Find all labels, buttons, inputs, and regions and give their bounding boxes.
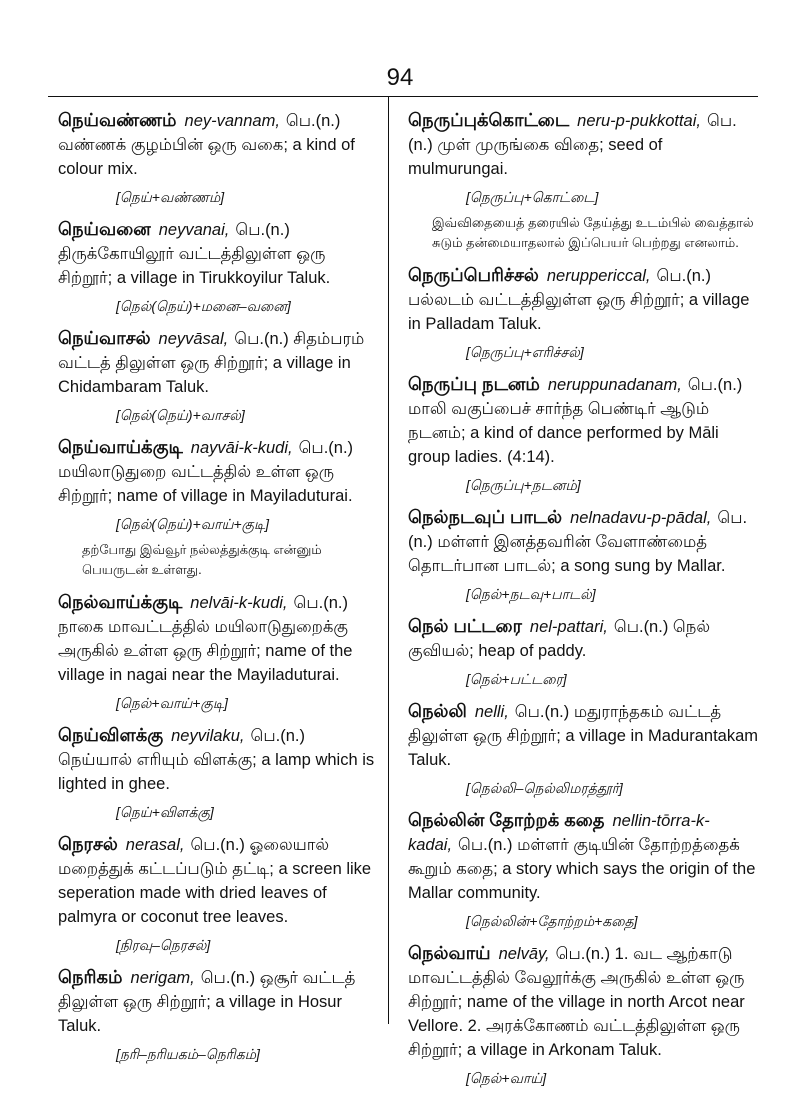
etymology: [நெருப்பு+கொட்டை] [466, 189, 599, 205]
dictionary-entry [408, 941, 758, 1088]
etymology: [நெய்+விளக்கு] [116, 804, 214, 820]
dictionary-entry [408, 614, 758, 689]
dictionary-entry [408, 699, 758, 798]
definition: பெ.(n.) ஒசூர் வட்டத் திலுள்ள ஒரு சிற்றூர்; a village in Hosur Taluk. [58, 969, 356, 1035]
headword: நெல்லி [408, 701, 467, 721]
headword: நெரசல் [58, 834, 118, 854]
headword: நெல்நடவுப் பாடல் [408, 507, 563, 527]
transliteration: nelnadavu-p-pādal, [570, 509, 712, 527]
headword: நெய்வனை [58, 219, 151, 239]
definition: பெ.(n.) முள் முருங்கை விதை; seed of mulmurungai. [408, 112, 737, 178]
definition: பெ.(n.) மள்ளர் இனத்தவரின் வேளாண்மைத் தொடர்பான பாடல்; a song sung by Mallar. [408, 509, 748, 575]
transliteration: neyvanai, [158, 221, 230, 239]
definition: பெ.(n.) மள்ளர் குடியின் தோற்றத்தைக் கூறும் கதை; a story which says the origin of the Mallar community. [408, 836, 756, 902]
transliteration: nerigam, [130, 969, 195, 987]
etymology: [நெல்+பட்டரை] [466, 671, 567, 687]
entry-main [408, 699, 758, 772]
dictionary-entry [58, 217, 380, 316]
dictionary-entry [58, 326, 380, 425]
headword: நெல்லின் தோற்றக் கதை [408, 810, 605, 830]
etymology: [நெல்+வாய்+குடி] [116, 695, 228, 711]
dictionary-entry [408, 263, 758, 362]
entry-main [58, 108, 380, 181]
dictionary-entry [58, 435, 380, 580]
entry-main [58, 217, 380, 290]
headword: நெல் பட்டரை [408, 616, 522, 636]
entry-main [408, 614, 758, 663]
entry-main [408, 808, 758, 905]
headword: நெல்வாய் [408, 943, 491, 963]
entry-main [58, 435, 380, 508]
transliteration: neruppunadanam, [547, 376, 682, 394]
transliteration: nel-pattari, [529, 618, 608, 636]
etymology: [நிரவு–நெரசல்] [116, 937, 211, 953]
transliteration: nelvāi-k-kudi, [190, 594, 288, 612]
definition: பெ.(n.) 1. வட ஆற்காடு மாவட்டத்தில் வேலூர்க்கு அருகில் உள்ள ஒரு சிற்றூர்; name of the village in north Arcot near Vellore. 2. அரக்கோணம் வட்டத்திலுள்ள ஒரு சிற்றூர்; a village in Arkonam Taluk. [408, 945, 745, 1059]
definition: பெ.(n.) சிதம்பரம் வட்டத் திலுள்ள ஒரு சிற்றூர்; a village in Chidambaram Taluk. [58, 330, 365, 396]
transliteration: nayvāi-k-kudi, [190, 439, 293, 457]
definition: பெ.(n.) நெல் குவியல்; heap of paddy. [408, 618, 711, 660]
entry-main [408, 505, 758, 578]
entry-main [408, 372, 758, 469]
transliteration: neruppericcal, [546, 267, 651, 285]
entry-main [58, 723, 380, 796]
definition: பெ.(n.) நாகை மாவட்டத்தில் மயிலாடுதுறைக்கு அருகில் உள்ள ஒரு சிற்றூர்; name of the village in nagai near the Mayiladuturai. [58, 594, 353, 684]
etymology: [நெல்(நெய்)+மனை–வனை] [116, 298, 291, 314]
headword: நெருப்பெரிச்சல் [408, 265, 539, 285]
etymology: [நெல்+வாய்] [466, 1070, 547, 1086]
transliteration: ney-vannam, [184, 112, 280, 130]
dictionary-entry [58, 965, 380, 1064]
definition: பெ.(n.) திருக்கோயிலூர் வட்டத்திலுள்ள ஒரு சிற்றூர்; a village in Tirukkoyilur Taluk. [58, 221, 331, 287]
dictionary-entry [408, 372, 758, 495]
headword: நெல்வாய்க்குடி [58, 592, 183, 612]
page-number: 94 [386, 64, 414, 91]
etymology: [நெல்+நடவு+பாடல்] [466, 586, 596, 602]
column-divider [388, 96, 389, 1024]
header-rule [48, 96, 758, 97]
definition: பெ.(n.) மதுராந்தகம் வட்டத் திலுள்ள ஒரு சிற்றூர்; a village in Madurantakam Taluk. [408, 703, 759, 769]
headword: நெரிகம் [58, 967, 123, 987]
entry-main [58, 326, 380, 399]
definition: பெ.(n.) நெய்யால் எரியும் விளக்கு; a lamp which is lighted in ghee. [58, 727, 375, 793]
definition: பெ.(n.) மாலி வகுப்பைச் சார்ந்த பெண்டிர் ஆடும் நடனம்; a kind of dance performed by Māli group ladies. (4:14). [408, 376, 743, 466]
entry-main [408, 108, 758, 181]
dictionary-entry [408, 808, 758, 931]
headword: நெய்வாசல் [58, 328, 151, 348]
dictionary-entry [58, 590, 380, 713]
transliteration: neyvāsal, [158, 330, 229, 348]
transliteration: neru-p-pukkottai, [577, 112, 701, 130]
definition: பெ.(n.) வண்ணக் குழம்பின் ஒரு வகை; a kind of colour mix. [58, 112, 355, 178]
entry-main [58, 590, 380, 687]
headword: நெய்வாய்க்குடி [58, 437, 183, 457]
definition: பெ.(n.) ஓலையால் மறைத்துக் கட்டப்படும் தட்டி; a screen like seperation made with dried leaves of palmyra or coconut tree leaves. [58, 836, 372, 926]
dictionary-entry [58, 832, 380, 955]
entry-note: தற்போது இவ்வூர் நல்லத்துக்குடி என்னும் பெயருடன் உள்ளது. [82, 542, 322, 577]
definition: பெ.(n.) பல்லடம் வட்டத்திலுள்ள ஒரு சிற்றூர்; a village in Palladam Taluk. [408, 267, 750, 333]
transliteration: nelli, [474, 703, 509, 721]
entry-main [408, 263, 758, 336]
entry-main [408, 941, 758, 1062]
etymology: [நெருப்பு+நடனம்] [466, 477, 581, 493]
entry-main [58, 965, 380, 1038]
transliteration: neyvilaku, [171, 727, 245, 745]
dictionary-entry [58, 108, 380, 207]
etymology: [நெல்லின்+தோற்றம்+கதை] [466, 913, 638, 929]
etymology: [நரி–நரியகம்–நெரிகம்] [116, 1046, 260, 1062]
etymology: [நெய்+வண்ணம்] [116, 189, 225, 205]
entry-main [58, 832, 380, 929]
etymology: [நெல்(நெய்)+வாய்+குடி] [116, 516, 270, 532]
etymology: [நெல்லி–நெல்லிமரத்தூர்] [466, 780, 623, 796]
etymology: [நெல்(நெய்)+வாசல்] [116, 407, 245, 423]
dictionary-entry [408, 108, 758, 253]
etymology: [நெருப்பு+எரிச்சல்] [466, 344, 584, 360]
entry-note: இவ்விதையைத் தரையில் தேய்த்து உடம்பில் வைத்தால் சுடும் தன்மையாதலால் இப்பெயர் பெற்றது எனலாம். [432, 215, 754, 250]
headword: நெய்விளக்கு [58, 725, 164, 745]
dictionary-entry [408, 505, 758, 604]
left-column [58, 108, 380, 1074]
transliteration: nellin-tōrra-k-kadai, [408, 812, 710, 854]
headword: நெருப்பு நடனம் [408, 374, 540, 394]
dictionary-entry [58, 723, 380, 822]
right-column [408, 108, 758, 1098]
transliteration: nelvāy, [498, 945, 550, 963]
headword: நெருப்புக்கொட்டை [408, 110, 570, 130]
headword: நெய்வண்ணம் [58, 110, 177, 130]
transliteration: nerasal, [125, 836, 185, 854]
definition: பெ.(n.) மயிலாடுதுறை வட்டத்தில் உள்ள ஒரு சிற்றூர்; name of village in Mayiladuturai. [58, 439, 354, 505]
